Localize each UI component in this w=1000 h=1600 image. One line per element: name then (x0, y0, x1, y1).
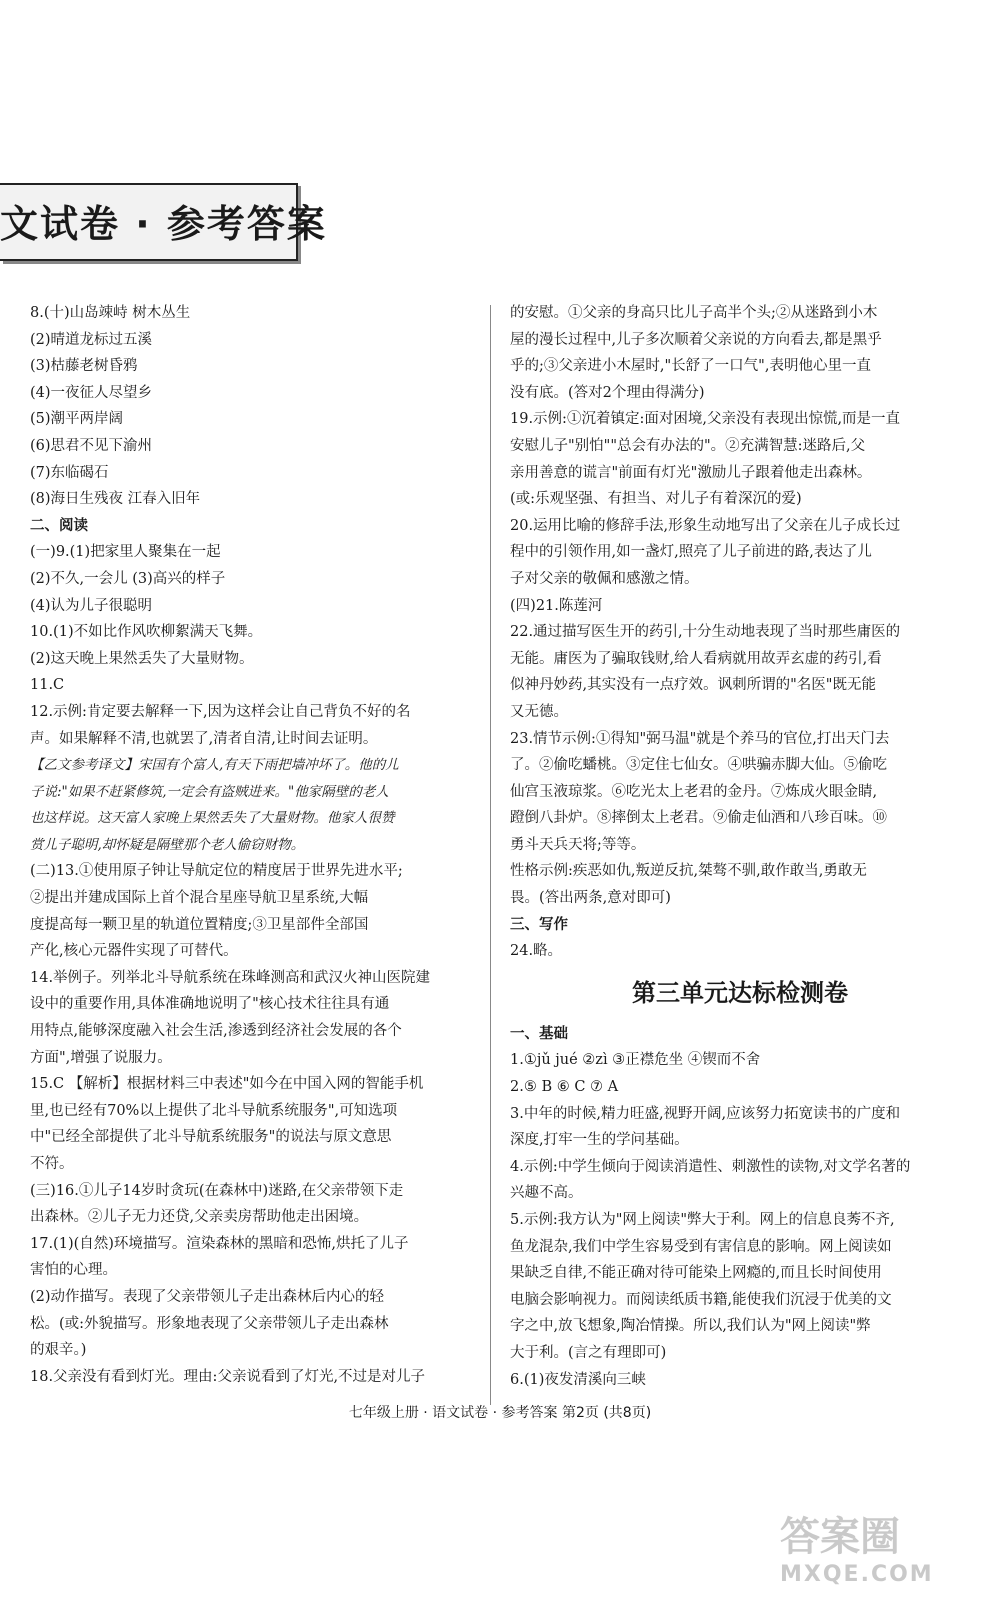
answer-line: 6.(1)夜发清溪向三峡 (510, 1371, 646, 1388)
answer-line: 了。②偷吃蟠桃。③定住七仙女。④哄骗赤脚大仙。⑤偷吃 (510, 757, 887, 774)
answer-line: 23.情节示例:①得知"弼马温"就是个养马的官位,打出天门去 (510, 730, 890, 747)
answer-line: 屋的漫长过程中,儿子多次顺着父亲说的方向看去,都是黑乎 (510, 331, 882, 348)
answer-line: 畏。(答出两条,意对即可) (510, 890, 671, 907)
answer-line: 又无德。 (510, 703, 568, 720)
answer-line: 亲用善意的谎言"前面有灯光"激励儿子跟着他走出森林。 (510, 464, 872, 481)
answer-line: (2)不久,一会儿 (3)高兴的样子 (30, 570, 226, 587)
answer-line: 里,也已经有70%以上提供了北斗导航系统服务",可知选项 (30, 1102, 398, 1119)
answer-line: 出森林。②儿子无力还贷,父亲卖房帮助他走出困境。 (30, 1209, 369, 1226)
column-divider (490, 305, 491, 1405)
answer-line: 设中的重要作用,具体准确地说明了"核心技术往往具有通 (30, 996, 390, 1013)
answer-line: 深度,打牢一生的学问基础。 (510, 1132, 689, 1149)
answer-line: 4.示例:中学生倾向于阅读消遣性、刺激性的读物,对文学名著的 (510, 1158, 911, 1175)
answer-line: (6)思君不见下渝州 (30, 437, 153, 454)
answer-line: 2.⑤ B ⑥ C ⑦ A (510, 1079, 619, 1096)
answer-line: 性格示例:疾恶如仇,叛逆反抗,桀骜不驯,敢作敢当,勇敢无 (510, 863, 867, 880)
section-title: 第三单元达标检测卷 (632, 978, 848, 1007)
page-footer: 七年级上册 · 语文试卷 · 参考答案 第2页 (共8页) (348, 1405, 652, 1421)
answer-line: (或:乐观坚强、有担当、对儿子有着深沉的爱) (510, 491, 802, 508)
answer-line: 兴趣不高。 (510, 1185, 583, 1202)
banner-title: 文试卷 · 参考答案 (0, 202, 327, 246)
answer-line: (二)13.①使用原子钟让导航定位的精度居于世界先进水平; (30, 863, 403, 880)
answer-line: 字之中,放飞想象,陶冶情操。所以,我们认为"网上阅读"弊 (510, 1318, 871, 1335)
answer-line: 12.示例:肯定要去解释一下,因为这样会让自己背负不好的名 (30, 703, 411, 720)
answer-line: 度提高每一颗卫星的轨道位置精度;③卫星部件全部国 (30, 916, 369, 933)
answer-line: 中"已经全部提供了北斗导航系统服务"的说法与原文意思 (30, 1129, 392, 1146)
left-column (30, 300, 470, 1390)
answer-line: 一、基础 (510, 1025, 568, 1042)
answer-line: 无能。庸医为了骗取钱财,给人看病就用故弄玄虚的药引,看 (510, 650, 882, 667)
answer-line: 1.①jǔ jué ②zì ③正襟危坐 ④锲而不舍 (510, 1052, 761, 1069)
answer-line: (四)21.陈莲河 (510, 597, 603, 614)
answer-line: 17.(1)(自然)环境描写。渲染森林的黑暗和恐怖,烘托了儿子 (30, 1235, 409, 1252)
answer-line: 程中的引领作用,如一盏灯,照亮了儿子前进的路,表达了儿 (510, 544, 872, 561)
answer-line: 电脑会影响视力。而阅读纸质书籍,能使我们沉浸于优美的文 (510, 1291, 892, 1308)
answer-line: 8.(十)山岛竦峙 树木丛生 (30, 305, 191, 321)
answer-line: 15.C 【解析】根据材料三中表述"如今在中国入网的智能手机 (30, 1076, 424, 1093)
answer-line: 18.父亲没有看到灯光。理由:父亲说看到了灯光,不过是对儿子 (30, 1368, 426, 1385)
answer-line: 三、写作 (510, 916, 568, 933)
answer-line: 也这样说。这天富人家晚上果然丢失了大量财物。他家人很赞 (30, 810, 395, 827)
answer-line: (5)潮平两岸阔 (30, 411, 124, 428)
answer-line: (7)东临碣石 (30, 464, 109, 481)
answer-line: (3)枯藤老树昏鸦 (30, 358, 138, 375)
answer-line: (2)晴道龙标过五溪 (30, 331, 153, 348)
answer-line: 果缺乏自律,不能正确对待可能染上网瘾的,而且长时间使用 (510, 1265, 882, 1282)
answer-line: 3.中年的时候,精力旺盛,视野开阔,应该努力拓宽读书的广度和 (510, 1105, 901, 1122)
answer-line: 鱼龙混杂,我们中学生容易受到有害信息的影响。网上阅读如 (510, 1238, 892, 1255)
answer-line: (三)16.①儿子14岁时贪玩(在森林中)迷路,在父亲带领下走 (30, 1182, 404, 1199)
answer-line: 勇斗天兵天将;等等。 (510, 836, 646, 853)
answer-line: 的艰辛。) (30, 1342, 87, 1359)
answer-line: 的安慰。①父亲的身高只比儿子高半个头;②从迷路到小木 (510, 305, 878, 321)
answer-line: 子对父亲的敬佩和感激之情。 (510, 570, 699, 587)
watermark-en: MXQE.COM (780, 1562, 934, 1587)
answer-line: 声。如果解释不清,也就罢了,清者自清,让时间去证明。 (30, 730, 378, 747)
right-column (510, 300, 970, 1393)
answer-line: 方面",增强了说服力。 (30, 1049, 172, 1066)
answer-line: 【乙文参考译文】宋国有个富人,有天下雨把墙冲坏了。他的儿 (30, 757, 399, 774)
answer-line: 10.(1)不如比作风吹柳絮满天飞舞。 (30, 624, 263, 641)
watermark-logo (780, 1505, 960, 1585)
answer-line: ②提出并建成国际上首个混合星座导航卫星系统,大幅 (30, 890, 369, 907)
title-banner (0, 183, 327, 261)
answer-line: 二、阅读 (30, 517, 88, 534)
answer-line: (2)动作描写。表现了父亲带领儿子走出森林后内心的轻 (30, 1288, 385, 1305)
answer-line: 安慰儿子"别怕""总会有办法的"。②充满智慧:迷路后,父 (510, 437, 866, 454)
answer-line: (8)海日生残夜 江春入旧年 (30, 491, 201, 508)
answer-line: 产化,核心元器件实现了可替代。 (30, 943, 238, 960)
answer-line: 松。(或:外貌描写。形象地表现了父亲带领儿子走出森林 (30, 1315, 389, 1332)
answer-line: (一)9.(1)把家里人聚集在一起 (30, 544, 221, 561)
answer-line: 5.示例:我方认为"网上阅读"弊大于利。网上的信息良莠不齐, (510, 1212, 895, 1228)
answer-line: 似神丹妙药,其实没有一点疗效。讽刺所谓的"名医"既无能 (510, 677, 876, 694)
answer-line: (4)认为儿子很聪明 (30, 597, 153, 614)
answer-line: 没有底。(答对2个理由得满分) (510, 384, 705, 401)
answer-line: 22.通过描写医生开的药引,十分生动地表现了当时那些庸医的 (510, 624, 901, 641)
answer-line: 20.运用比喻的修辞手法,形象生动地写出了父亲在儿子成长过 (510, 517, 901, 534)
answer-line: (2)这天晚上果然丢失了大量财物。 (30, 650, 254, 667)
answer-line: 害怕的心理。 (30, 1262, 117, 1279)
answer-line: 24.略。 (510, 943, 563, 960)
answer-line: 赏儿子聪明,却怀疑是隔壁那个老人偷窃财物。 (30, 836, 305, 853)
answer-line: 14.举例子。列举北斗导航系统在珠峰测高和武汉火神山医院建 (30, 969, 431, 986)
answer-line: 用特点,能够深度融入社会生活,渗透到经济社会发展的各个 (30, 1023, 402, 1040)
answer-line: 11.C (30, 677, 65, 694)
answer-line: 不符。 (30, 1156, 74, 1172)
answer-line: 大于利。(言之有理即可) (510, 1344, 667, 1361)
answer-line: 乎的;③父亲进小木屋时,"长舒了一口气",表明他心里一直 (510, 358, 871, 375)
answer-line: 子说:"如果不赶紧修筑,一定会有盗贼进来。"他家隔壁的老人 (30, 783, 389, 800)
answer-line: 仙宫玉液琼浆。⑥吃光太上老君的金丹。⑦炼成火眼金睛, (510, 783, 878, 800)
answer-line: (4)一夜征人尽望乡 (30, 384, 153, 401)
watermark-cn: 答案圈 (780, 1514, 900, 1560)
answer-line: 蹬倒八卦炉。⑧摔倒太上老君。⑨偷走仙酒和八珍百味。⑩ (510, 810, 887, 827)
answer-line: 19.示例:①沉着镇定:面对困境,父亲没有表现出惊慌,而是一直 (510, 411, 901, 428)
